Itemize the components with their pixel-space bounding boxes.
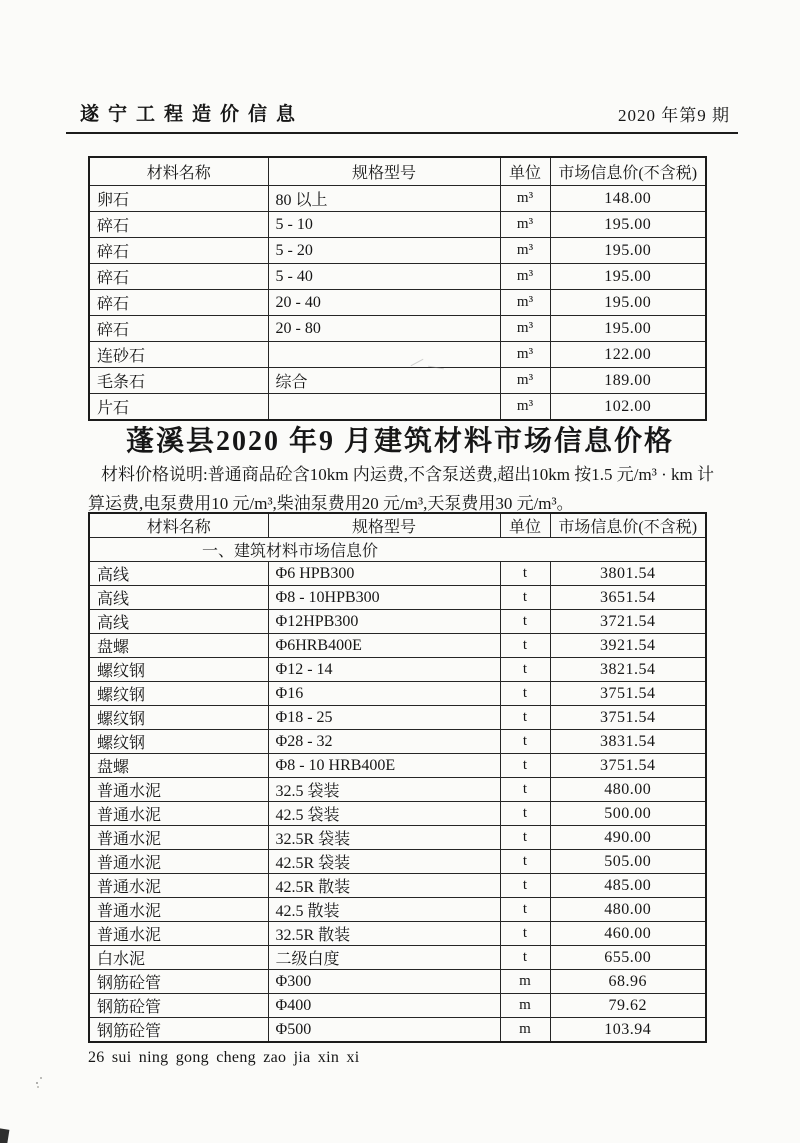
cell-price: 102.00 [550, 394, 706, 421]
table-row [89, 238, 706, 264]
cell-price: 480.00 [550, 898, 706, 922]
cell-material-name: 盘螺 [89, 754, 268, 778]
cell-spec: 5 - 40 [268, 264, 500, 290]
cell-material-name: 普通水泥 [89, 826, 268, 850]
cell-material-name: 连砂石 [89, 342, 268, 368]
page-header [66, 99, 738, 134]
cell-spec: 5 - 20 [268, 238, 500, 264]
table-row [89, 610, 706, 634]
table-row [89, 874, 706, 898]
cell-price: 195.00 [550, 212, 706, 238]
section-row [89, 538, 706, 562]
cell-unit: t [500, 610, 550, 634]
cell-material-name: 螺纹钢 [89, 706, 268, 730]
table-row [89, 562, 706, 586]
cell-unit: m [500, 994, 550, 1018]
table-header-row [89, 513, 706, 538]
cell-unit: t [500, 946, 550, 970]
column-header: 单位 [500, 513, 550, 538]
column-header: 材料名称 [89, 157, 268, 186]
cell-price: 79.62 [550, 994, 706, 1018]
cell-unit: m³ [500, 290, 550, 316]
table-row [89, 994, 706, 1018]
cell-spec: Φ16 [268, 682, 500, 706]
column-header: 市场信息价(不含税) [550, 157, 706, 186]
cell-unit: t [500, 850, 550, 874]
cell-material-name: 碎石 [89, 264, 268, 290]
cell-price: 195.00 [550, 316, 706, 342]
cell-price: 3721.54 [550, 610, 706, 634]
cell-material-name: 普通水泥 [89, 850, 268, 874]
table-row [89, 264, 706, 290]
cell-material-name: 普通水泥 [89, 778, 268, 802]
cell-material-name: 普通水泥 [89, 874, 268, 898]
table-row [89, 394, 706, 421]
cell-price: 655.00 [550, 946, 706, 970]
table-row [89, 946, 706, 970]
cell-unit: t [500, 706, 550, 730]
cell-unit: t [500, 778, 550, 802]
table-row [89, 802, 706, 826]
cell-price: 3801.54 [550, 562, 706, 586]
cell-spec: 42.5 散装 [268, 898, 500, 922]
cell-material-name: 卵石 [89, 186, 268, 212]
column-header: 单位 [500, 157, 550, 186]
cell-spec: Φ8 - 10 HRB400E [268, 754, 500, 778]
cell-material-name: 螺纹钢 [89, 730, 268, 754]
cell-material-name: 白水泥 [89, 946, 268, 970]
cell-price: 195.00 [550, 238, 706, 264]
column-header: 材料名称 [89, 513, 268, 538]
table-row [89, 212, 706, 238]
table-row [89, 826, 706, 850]
cell-material-name: 碎石 [89, 238, 268, 264]
cell-material-name: 高线 [89, 586, 268, 610]
cell-price: 3651.54 [550, 586, 706, 610]
cell-unit: t [500, 754, 550, 778]
cell-unit: m [500, 970, 550, 994]
cell-material-name: 片石 [89, 394, 268, 421]
cell-spec: Φ6HRB400E [268, 634, 500, 658]
cell-spec: 80 以上 [268, 186, 500, 212]
cell-spec: 20 - 80 [268, 316, 500, 342]
cell-unit: t [500, 730, 550, 754]
table-header-row [89, 157, 706, 186]
cell-price: 195.00 [550, 290, 706, 316]
cell-price: 189.00 [550, 368, 706, 394]
cell-spec: Φ6 HPB300 [268, 562, 500, 586]
table-row [89, 1018, 706, 1043]
cell-spec: 二级白度 [268, 946, 500, 970]
table-row [89, 586, 706, 610]
table-row [89, 186, 706, 212]
table-row [89, 922, 706, 946]
cell-price: 68.96 [550, 970, 706, 994]
cell-price: 480.00 [550, 778, 706, 802]
cell-spec: Φ28 - 32 [268, 730, 500, 754]
cell-spec: 32.5 袋装 [268, 778, 500, 802]
table-row [89, 970, 706, 994]
scan-artifact-specks [36, 1082, 38, 1084]
cell-spec: 20 - 40 [268, 290, 500, 316]
cell-price: 3921.54 [550, 634, 706, 658]
table-row [89, 634, 706, 658]
cell-spec: 42.5R 散装 [268, 874, 500, 898]
table-row [89, 754, 706, 778]
column-header: 市场信息价(不含税) [550, 513, 706, 538]
building-materials-table [88, 512, 707, 1043]
page-title: 蓬溪县2020 年9 月建筑材料市场信息价格 [125, 426, 674, 457]
cell-spec: Φ18 - 25 [268, 706, 500, 730]
cell-material-name: 钢筋砼管 [89, 994, 268, 1018]
cell-material-name: 盘螺 [89, 634, 268, 658]
cell-material-name: 普通水泥 [89, 802, 268, 826]
cell-spec: 5 - 10 [268, 212, 500, 238]
cell-price: 3831.54 [550, 730, 706, 754]
cell-spec: 32.5R 散装 [268, 922, 500, 946]
cell-unit: t [500, 898, 550, 922]
cell-spec: Φ300 [268, 970, 500, 994]
cell-spec [268, 342, 500, 368]
cell-material-name: 普通水泥 [89, 922, 268, 946]
cell-material-name: 高线 [89, 562, 268, 586]
table-row [89, 778, 706, 802]
table-row [89, 342, 706, 368]
cell-price: 195.00 [550, 264, 706, 290]
cell-unit: t [500, 682, 550, 706]
cell-spec: 综合 [268, 368, 500, 394]
cell-material-name: 螺纹钢 [89, 682, 268, 706]
cell-unit: t [500, 802, 550, 826]
cell-price: 148.00 [550, 186, 706, 212]
page-footer: 26 sui ning gong cheng zao jia xin xi [88, 1049, 360, 1066]
cell-price: 3751.54 [550, 682, 706, 706]
cell-material-name: 毛条石 [89, 368, 268, 394]
cell-unit: m³ [500, 368, 550, 394]
table-row [89, 850, 706, 874]
table-row [89, 658, 706, 682]
cell-spec [268, 394, 500, 421]
cell-unit: m³ [500, 394, 550, 421]
column-header: 规格型号 [268, 157, 500, 186]
cell-unit: m³ [500, 238, 550, 264]
cell-price: 505.00 [550, 850, 706, 874]
cell-material-name: 碎石 [89, 290, 268, 316]
cell-spec: 32.5R 袋装 [268, 826, 500, 850]
column-header: 规格型号 [268, 513, 500, 538]
cell-unit: t [500, 562, 550, 586]
table-row [89, 706, 706, 730]
cell-price: 3751.54 [550, 754, 706, 778]
cell-unit: m³ [500, 342, 550, 368]
cell-material-name: 高线 [89, 610, 268, 634]
cell-unit: m³ [500, 212, 550, 238]
price-note: 材料价格说明:普通商品砼含10km 内运费,不含泵送费,超出10km 按1.5 元/m³ · km 计算运费,电泵费用10 元/m³,柴油泵费用20 元/m³,天泵费用30 元/m³。 [88, 465, 714, 513]
cell-unit: t [500, 922, 550, 946]
cell-price: 460.00 [550, 922, 706, 946]
cell-spec: 42.5R 袋装 [268, 850, 500, 874]
cell-price: 500.00 [550, 802, 706, 826]
cell-price: 3821.54 [550, 658, 706, 682]
cell-unit: t [500, 658, 550, 682]
cell-material-name: 碎石 [89, 212, 268, 238]
scan-artifact-corner-mark [0, 1128, 9, 1143]
issue-label: 2020 年第9 期 [618, 106, 730, 125]
cell-spec: Φ400 [268, 994, 500, 1018]
cell-spec: 42.5 袋装 [268, 802, 500, 826]
scan-artifact-pencil-smudge [410, 360, 446, 372]
table-row [89, 368, 706, 394]
section-row-label: 一、建筑材料市场信息价 [89, 538, 706, 562]
table-row [89, 730, 706, 754]
table-row [89, 898, 706, 922]
cell-material-name: 钢筋砼管 [89, 1018, 268, 1043]
cell-material-name: 碎石 [89, 316, 268, 342]
cell-unit: m³ [500, 316, 550, 342]
cell-price: 122.00 [550, 342, 706, 368]
cell-unit: t [500, 874, 550, 898]
cell-spec: Φ12 - 14 [268, 658, 500, 682]
cell-unit: m [500, 1018, 550, 1043]
stone-materials-table [88, 156, 707, 421]
cell-price: 485.00 [550, 874, 706, 898]
cell-unit: t [500, 826, 550, 850]
cell-unit: t [500, 634, 550, 658]
table-row [89, 682, 706, 706]
journal-title: 遂宁工程造价信息 [80, 104, 305, 125]
cell-spec: Φ8 - 10HPB300 [268, 586, 500, 610]
cell-material-name: 螺纹钢 [89, 658, 268, 682]
table-row [89, 290, 706, 316]
cell-unit: m³ [500, 264, 550, 290]
cell-material-name: 钢筋砼管 [89, 970, 268, 994]
cell-unit: m³ [500, 186, 550, 212]
cell-price: 490.00 [550, 826, 706, 850]
cell-price: 103.94 [550, 1018, 706, 1043]
cell-spec: Φ500 [268, 1018, 500, 1043]
cell-unit: t [500, 586, 550, 610]
cell-spec: Φ12HPB300 [268, 610, 500, 634]
cell-price: 3751.54 [550, 706, 706, 730]
cell-material-name: 普通水泥 [89, 898, 268, 922]
table-row [89, 316, 706, 342]
